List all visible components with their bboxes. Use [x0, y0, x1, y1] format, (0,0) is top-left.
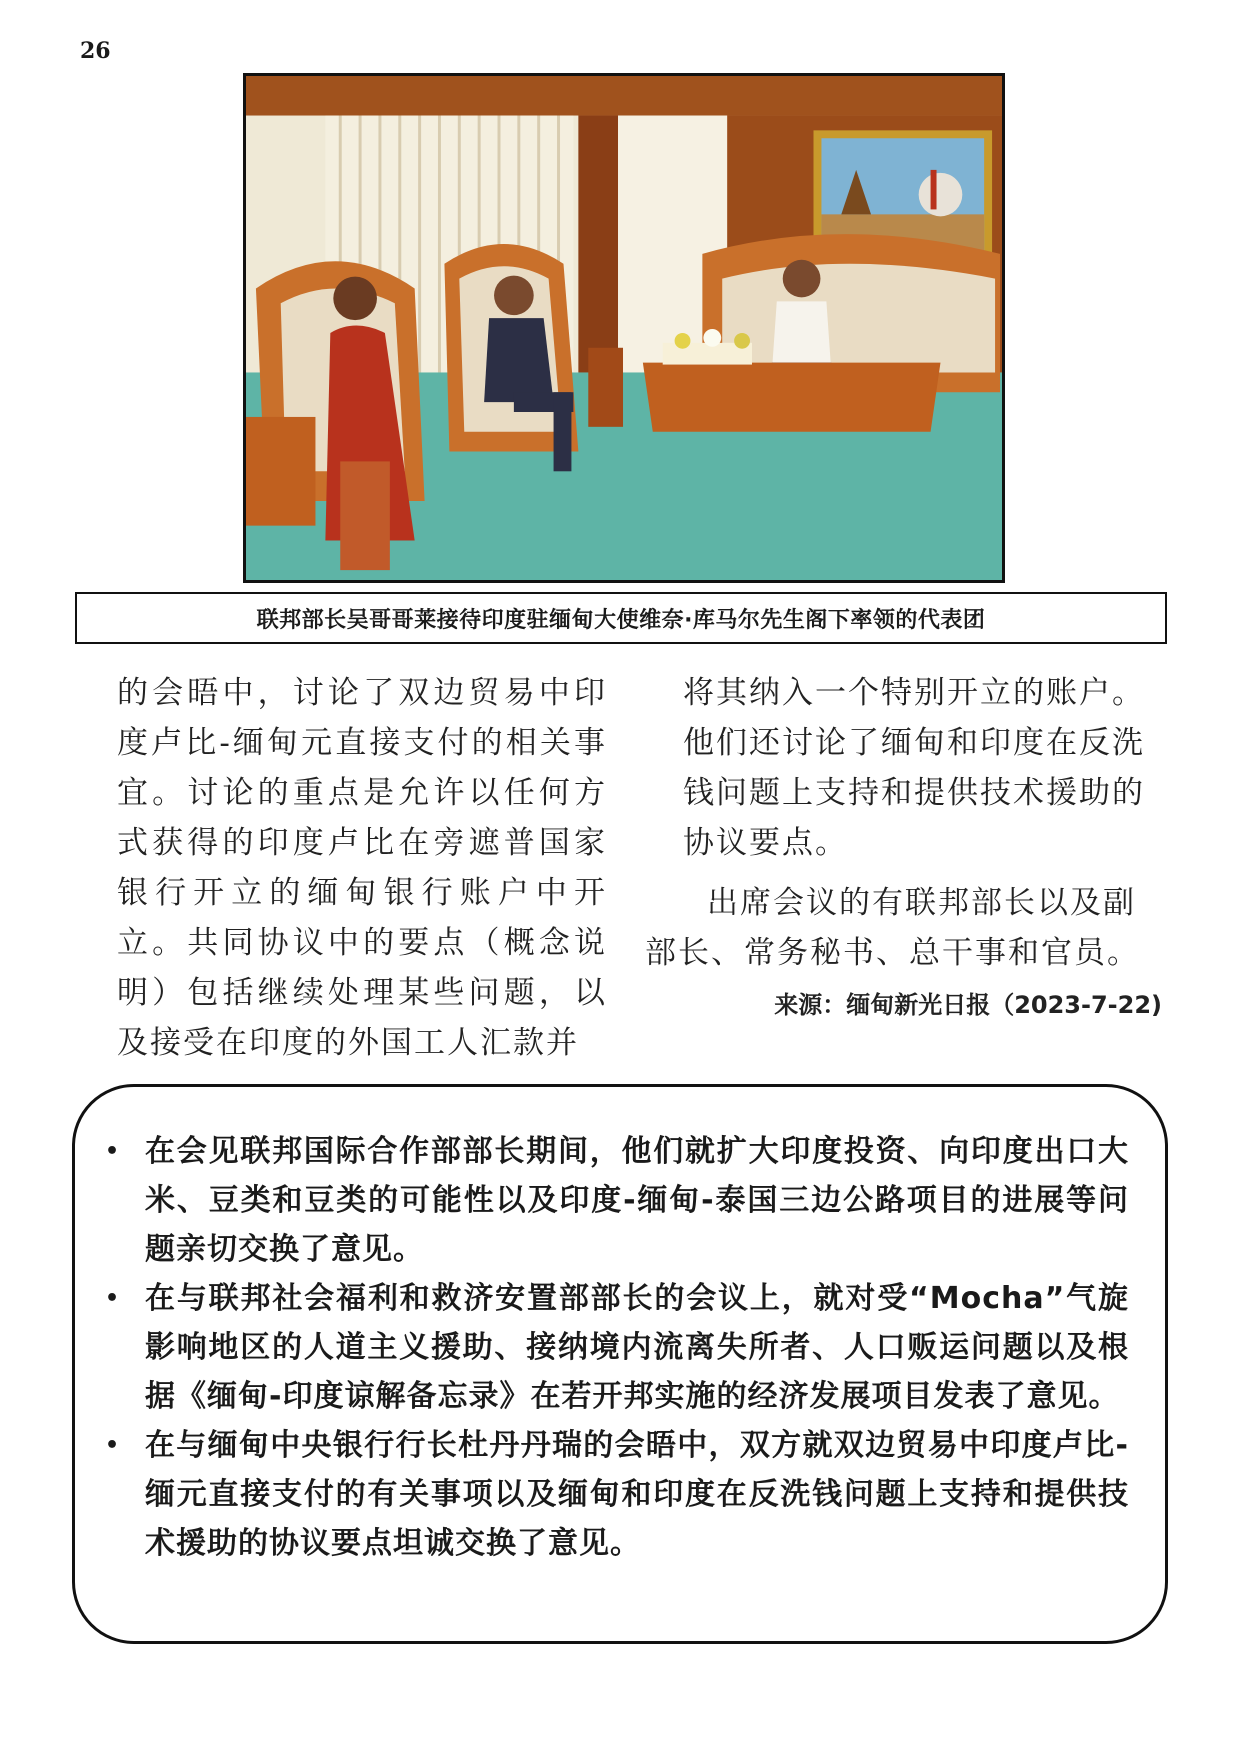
article-left-column: 的会晤中，讨论了双边贸易中印度卢比-缅甸元直接支付的相关事宜。讨论的重点是允许以任何方式获得的印度卢比在旁遮普国家银行开立的缅甸银行账户中开立。共同协议中的要点（概念说明）包括继续处理某些问题，以及接受在印度的外国工人汇款并: [117, 675, 607, 1061]
highlights-box: [72, 1084, 1168, 1644]
highlight-text: 在会见联邦国际合作部部长期间，他们就扩大印度投资、向印度出口大米、豆类和豆类的可能性以及印度-缅甸-泰国三边公路项目的进展等问题亲切交换了意见。: [145, 1134, 1129, 1267]
highlights-list: [105, 1127, 1129, 1568]
highlight-text: 在与联邦社会福利和救济安置部部长的会议上，就对受“Mocha”气旋影响地区的人道主义援助、接纳境内流离失所者、人口贩运问题以及根据《缅甸-印度谅解备忘录》在若开邦实施的经济发展项目发表了意见。: [145, 1281, 1129, 1414]
highlight-item: [105, 1127, 1129, 1274]
highlight-item: [105, 1274, 1129, 1421]
bullet-icon: •: [105, 1433, 121, 1458]
bullet-icon: •: [105, 1139, 121, 1164]
source-citation: 来源：缅甸新光日报（2023-7-22): [774, 991, 1162, 1019]
article-right-column: [645, 668, 1165, 978]
bullet-icon: •: [105, 1286, 121, 1311]
photo-caption: 联邦部长吴哥哥莱接待印度驻缅甸大使维奈·库马尔先生阁下率领的代表团: [75, 592, 1167, 644]
highlight-item: [105, 1421, 1129, 1568]
article-right-paragraph-1: 将其纳入一个特别开立的账户。他们还讨论了缅甸和印度在反洗钱问题上支持和提供技术援助的协议要点。: [683, 675, 1145, 861]
meeting-photo: [243, 73, 1005, 583]
meeting-photo-illustration: [246, 76, 1002, 580]
page-number: 26: [80, 38, 111, 64]
article-right-paragraph-2: 出席会议的有联邦部长以及副部长、常务秘书、总干事和官员。: [645, 885, 1140, 971]
highlight-text: 在与缅甸中央银行行长杜丹丹瑞的会晤中，双方就双边贸易中印度卢比-缅元直接支付的有关事项以及缅甸和印度在反洗钱问题上支持和提供技术援助的协议要点坦诚交换了意见。: [145, 1428, 1129, 1561]
